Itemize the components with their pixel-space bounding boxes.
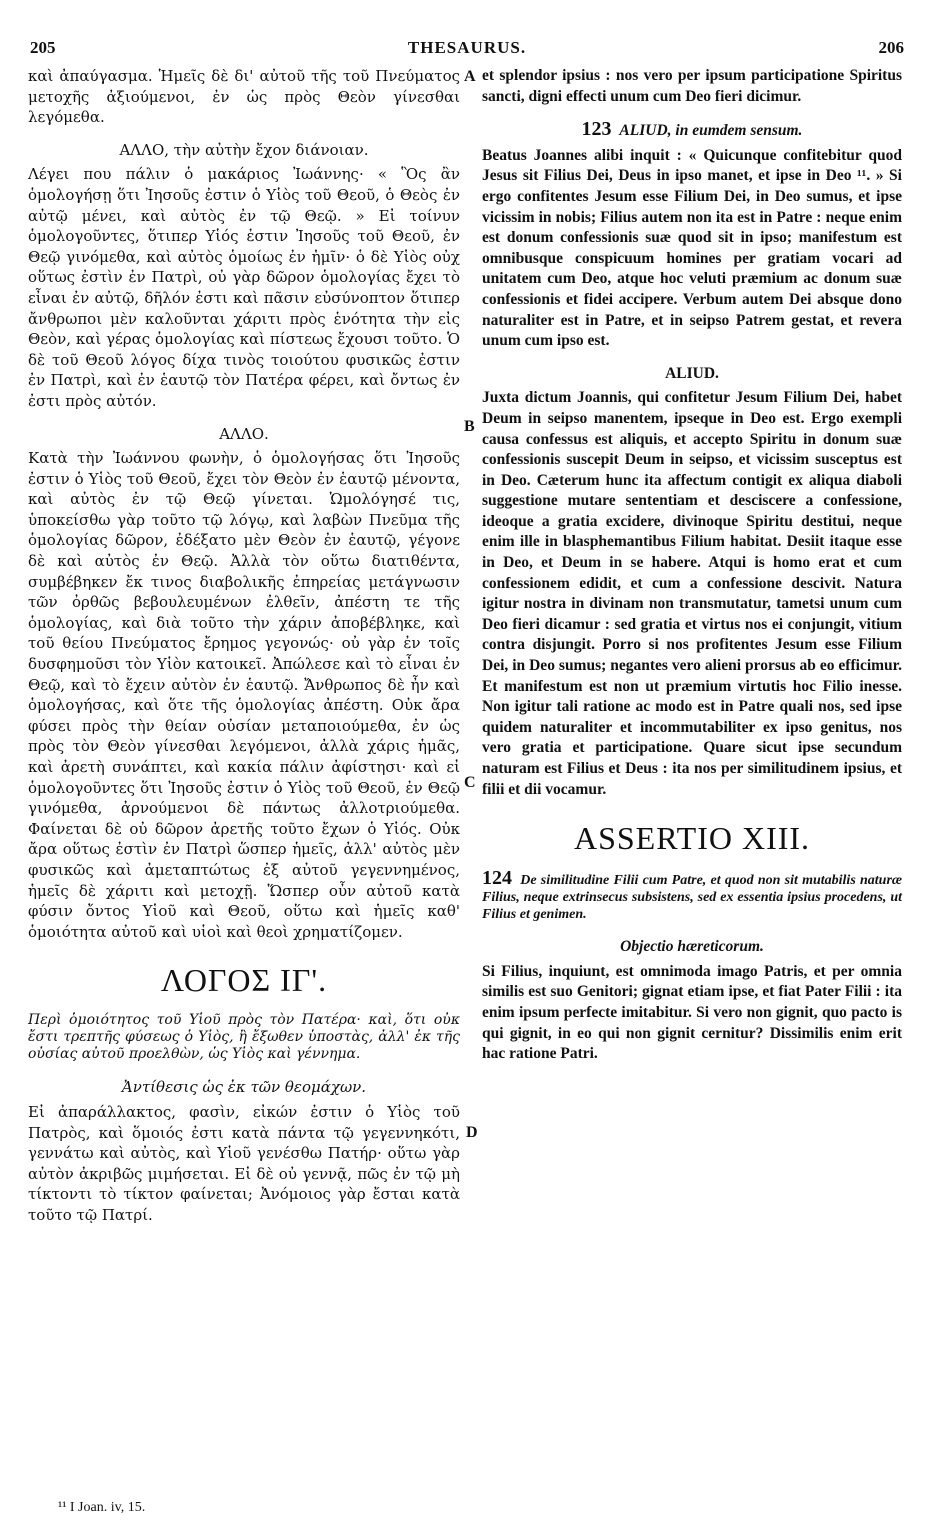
- greek-paragraph-2: Κατὰ τὴν Ἰωάννου φωνὴν, ὁ ὁμολογήσας ὅτι Ἰησοῦς ἐστιν ὁ Υἱὸς τοῦ Θεοῦ, ἔχει τὸν Θεὸν ἐν ἑαυτῷ μένοντα, καὶ αὐτὸς ἐν τῷ Θεῷ γίνεται. Ὡμολόγησέ τις, ὑποκείσθω γὰρ τοῦτο τῷ λόγῳ, καὶ λαβὼν Πνεῦμα τῆς ὁμολογίας δῶρον, ἐδέξατο μὲν Θεὸν ἐν ἑαυτῷ, γέγονε δὲ καὶ αὐτὸς ἐν Θεῷ. Ἀλλὰ τὸν οὕτω διατιθέντα, συμβέβηκεν ἔκ τινος διαβολικῆς ἐπηρείας μετάγνωσιν τῶν ὀρθῶς βεβουλευμένων ἐλθεῖν, ἀπέστη τε τῆς ὁμολογίας, καὶ διὰ τοῦτο τὴν χάριν ἀποβέβληκε, καὶ τοῦ θείου Πνεύματος ἔρημος γεγονώς· οὐ γὰρ ἐν τοῖς δυσφημοῦσι τὸν Υἱὸν κατοικεῖ. Ἀπώλεσε καὶ τὸ εἶναι ἐν Θεῷ, καὶ τὸ ἔχειν αὐτὸν ἐν ἑαυτῷ. Ἄνθρωπος δὲ ἦν καὶ ὁμολογήσας, καὶ ὅτε τῆς ὁμολογίας ἀπέστη. Οὐκ ἄρα φύσει πρὸς τὴν θείαν οὐσίαν μεταποιούμεθα, ἐν ὡς πρὸς τὸν Θεὸν γίνεσθαι λεγόμενοι, ἀλλὰ χάρις ἡμᾶς, καὶ ἀρετὴ συνάπτει, καὶ κακία πάλιν ἀφίστησι· καὶ εἰ ὁμολογοῦντες ὅτι Ἰησοῦς ἐστιν ὁ Υἱὸς τοῦ Θεοῦ, ἐν Θεῷ γινόμεθα, ἀρνούμενοι δὲ πάντως ἀλλοτριούμεθα. Φαίνεται δὲ οὐ δῶρον ἀρετῆς τοῦτο ἔχων ὁ Υἱός. Οὐκ ἄρα οὕτως ἐστὶν ἐν Πατρὶ ὥσπερ ἡμεῖς, ἀλλ' αὐτὸς μὲν φυσικῶς καὶ ἀμεταπτώτως ἐξ αὐτοῦ γεγεννημένος, ἡμεῖς δὲ χάριτι καὶ μετοχῇ. Ὥσπερ οὖν αὐτοῦ κατὰ φύσιν ὄντος Υἱοῦ καὶ Θεοῦ, οὕτω καὶ ἡμεῖς καθ' ὁμοιότητα αὐτοῦ καὶ υἱοὶ καὶ θεοὶ χρηματίζομεν.: [28, 449, 460, 941]
- greek-section-title: ΛΟΓΟΣ ΙΓ'.: [160, 962, 328, 999]
- latin-paragraph-1: Beatus Joannes alibi inquit : « Quicunque confitebitur quod Jesus sit Filius Dei, Deus in ipso manet, et ipse in Deo ¹¹. » Si ergo confitentes Jesum esse Filium Dei, in Deo sumus, et ipse vicissim in nobis; Filius autem non ita est in Patre : neque enim est donum confessionis suæ quod sit in ipso; manifestum est omnibusque conspicuum homines per gratiam vocari ad unitatem cum Deo, atque hoc veluti præmium ac donum suæ confessionis et fidei accipere. Verbum autem Dei absque dono naturaliter est in Patre, et in seipso Patrem gestat, et revera unum cum ipso est.: [482, 146, 902, 350]
- footnote: ¹¹ I Joan. iv, 15.: [58, 1500, 146, 1515]
- greek-paragraph-4: Εἰ ἀπαράλλακτος, φασὶν, εἰκών ἐστιν ὁ Υἱὸς τοῦ Πατρὸς, καὶ ὅμοιός ἐστι κατὰ πάντα τῷ γεγεννηκότι, γεννάτω καὶ αὐτὸς, καὶ Υἱοῦ γενέσθω Πατήρ· οὕτω γὰρ αὐτὸν ἀκριβῶς μιμήσεται. Εἰ δὲ οὐ γεννᾷ, πῶς ἐν τῷ μὴ τίκτοντι τὸ τίκτον φαίνεται; Ἀνόμοιος γὰρ ἔσται κατὰ τοῦτο τῷ Πατρί.: [28, 1102, 460, 1224]
- greek-section-summary: Περὶ ὁμοιότητος τοῦ Υἱοῦ πρὸς τὸν Πατέρα· καὶ, ὅτι οὐκ ἔστι τρεπτῆς φύσεως ὁ Υἱὸς, ἢ ἔξωθεν ὑποστὰς, ἀλλ' ἐκ τῆς οὐσίας αὐτοῦ προελθὼν, ὡς Υἱὸς καὶ γέννημα.: [28, 1012, 460, 1063]
- margin-letter-a: A: [464, 68, 476, 85]
- latin-column: [482, 66, 902, 1065]
- greek-heading-2: ΑΛΛΟ.: [219, 424, 269, 443]
- section-number-124: 124: [482, 867, 512, 890]
- latin-section-summary-text: De similitudine Filii cum Patre, et quod non sit mutabilis naturæ Filius, neque extrinsecus subsistens, sed ex essentia ipsius procedens, ut Filius et genimen.: [482, 873, 903, 923]
- latin-heading-2: ALIUD.: [665, 364, 719, 382]
- margin-letter-b: B: [464, 418, 475, 435]
- greek-heading-4: Ἀντίθεσις ὡς ἐκ τῶν θεομάχων.: [121, 1078, 367, 1097]
- section-number-123: 123: [581, 118, 612, 141]
- greek-heading-1: ΑΛΛΟ, τὴν αὐτὴν ἔχον διάνοιαν.: [119, 140, 369, 159]
- greek-column: [28, 66, 460, 1226]
- running-title: THESAURUS.: [407, 38, 527, 57]
- margin-letter-d: D: [466, 1124, 478, 1141]
- latin-section-title: ASSERTIO XIII.: [573, 820, 811, 857]
- greek-paragraph-1: Λέγει που πάλιν ὁ μακάριος Ἰωάννης· « Ὃς ἂν ὁμολογήσῃ ὅτι Ἰησοῦς ἐστιν ὁ Υἱὸς τοῦ Θεοῦ, ὁ Θεὸς ἐν αὐτῷ μένει, καὶ αὐτὸς ἐν τῷ Θεῷ. » Εἰ τοίνυν ὁμολογοῦντες, ὅτιπερ Υἱός ἐστιν Ἰησοῦς τοῦ Θεοῦ, ἐν Θεῷ γινόμεθα, καὶ αὐτὸς ὁμοίως ἐν ἡμῖν· ὁ δὲ Υἱὸς οὐχ οὕτως ἐστὶν ἐν Πατρὶ, οὐ γὰρ δῶρον ὁμολογίας ἔχει τὸ εἶναι ἐν αὐτῷ, δῆλόν ἐστι καὶ πᾶσιν εὐσύνοπτον ὅτιπερ ἄνθρωποι μὲν καλοῦνται χάριτι πρὸς ἑνότητα τὴν εἰς Θεὸν, καὶ γέρας ὁμολογίας καὶ πίστεως ἔχουσι τοῦτο. Ὁ δὲ τοῦ Θεοῦ λόγος δίχα τινὸς τοιούτου φυσικῶς ἐστιν ἐν Πατρὶ, καὶ ἐν ἑαυτῷ τὸν Πατέρα φέρει, καὶ ὄντως ἐν ἐστι πρὸς αὐτόν.: [28, 165, 460, 410]
- latin-section-summary: [482, 867, 903, 923]
- latin-heading-4: Objectio hæreticorum.: [620, 938, 764, 956]
- page-header: [0, 38, 934, 60]
- latin-heading-1-text: ALIUD, in eumdem sensum.: [619, 122, 803, 140]
- latin-paragraph-4: Si Filius, inquiunt, est omnimoda imago Patris, et per omnia similis est suo Genitori; gignat etiam ipse, et fiat Pater Filii : ita enim ipsum perfecte imitabitur. Si vero non gignit, quo pacto is qui gignit, in eo qui non gignit cernitur? Dissimilis enim erit hac ratione Patri.: [482, 962, 902, 1063]
- latin-paragraph-2: Juxta dictum Joannis, qui confitetur Jesum Filium Dei, habet Deum in seipso manentem, ipseque in Deo est. Ergo exempli causa confessus est aliquis, et accepto Spiritu in donum suæ confessionis suscepit Deum in seipso, et vicissim susceptus est in Deo. Cæterum hunc ita affectum contigit ex aliqua diaboli suggestione mutare sententiam et desciscere a confessione, ideoque a gratia excidere, divinoque Spiritu destitui, neque enim ille in blasphemantibus Filium habitat. Desiit itaque esse in Deo, et Deum in se habere. Atqui is homo erat et cum confessionem edidit, et cum a confessione descivit. Natura igitur nostra in divinam non transmutatur, tametsi unum cum Deo fieri dicamur : sed gratia et virtus nos ei conjungit, vitium contra disjungit. Porro si nos profitentes Jesum esse Filium Dei, in Deo sumus; negantes vero alieni prorsus ab eo efficimur. Et manifestum est non ut præmium virtutis hoc Filio inesse. Non igitur tali ratione ac modo est in Patre quali nos, sed ipse quidem naturaliter et incommutabiliter ex ipso genitus, nos vero gratia et participatione. Quare sicut ipse secundum naturam est Filius et Deus : ita nos per similitudinem ipsius, et filii et dii vocamur.: [482, 389, 902, 798]
- right-page-number: 206: [878, 38, 904, 57]
- latin-heading-1: [482, 119, 902, 142]
- latin-paragraph-0: et splendor ipsius : nos vero per ipsum participatione Spiritus sancti, digni effecti unum cum Deo fieri dicimur.: [482, 67, 902, 105]
- left-page-number: 205: [30, 38, 56, 57]
- greek-paragraph-0: καὶ ἀπαύγασμα. Ἡμεῖς δὲ δι' αὐτοῦ τῆς τοῦ Πνεύματος μετοχῆς ἀξιούμενοι, ἐν ὡς πρὸς Θεὸν γίνεσθαι λεγόμεθα.: [28, 67, 460, 127]
- margin-letter-c: C: [464, 774, 476, 791]
